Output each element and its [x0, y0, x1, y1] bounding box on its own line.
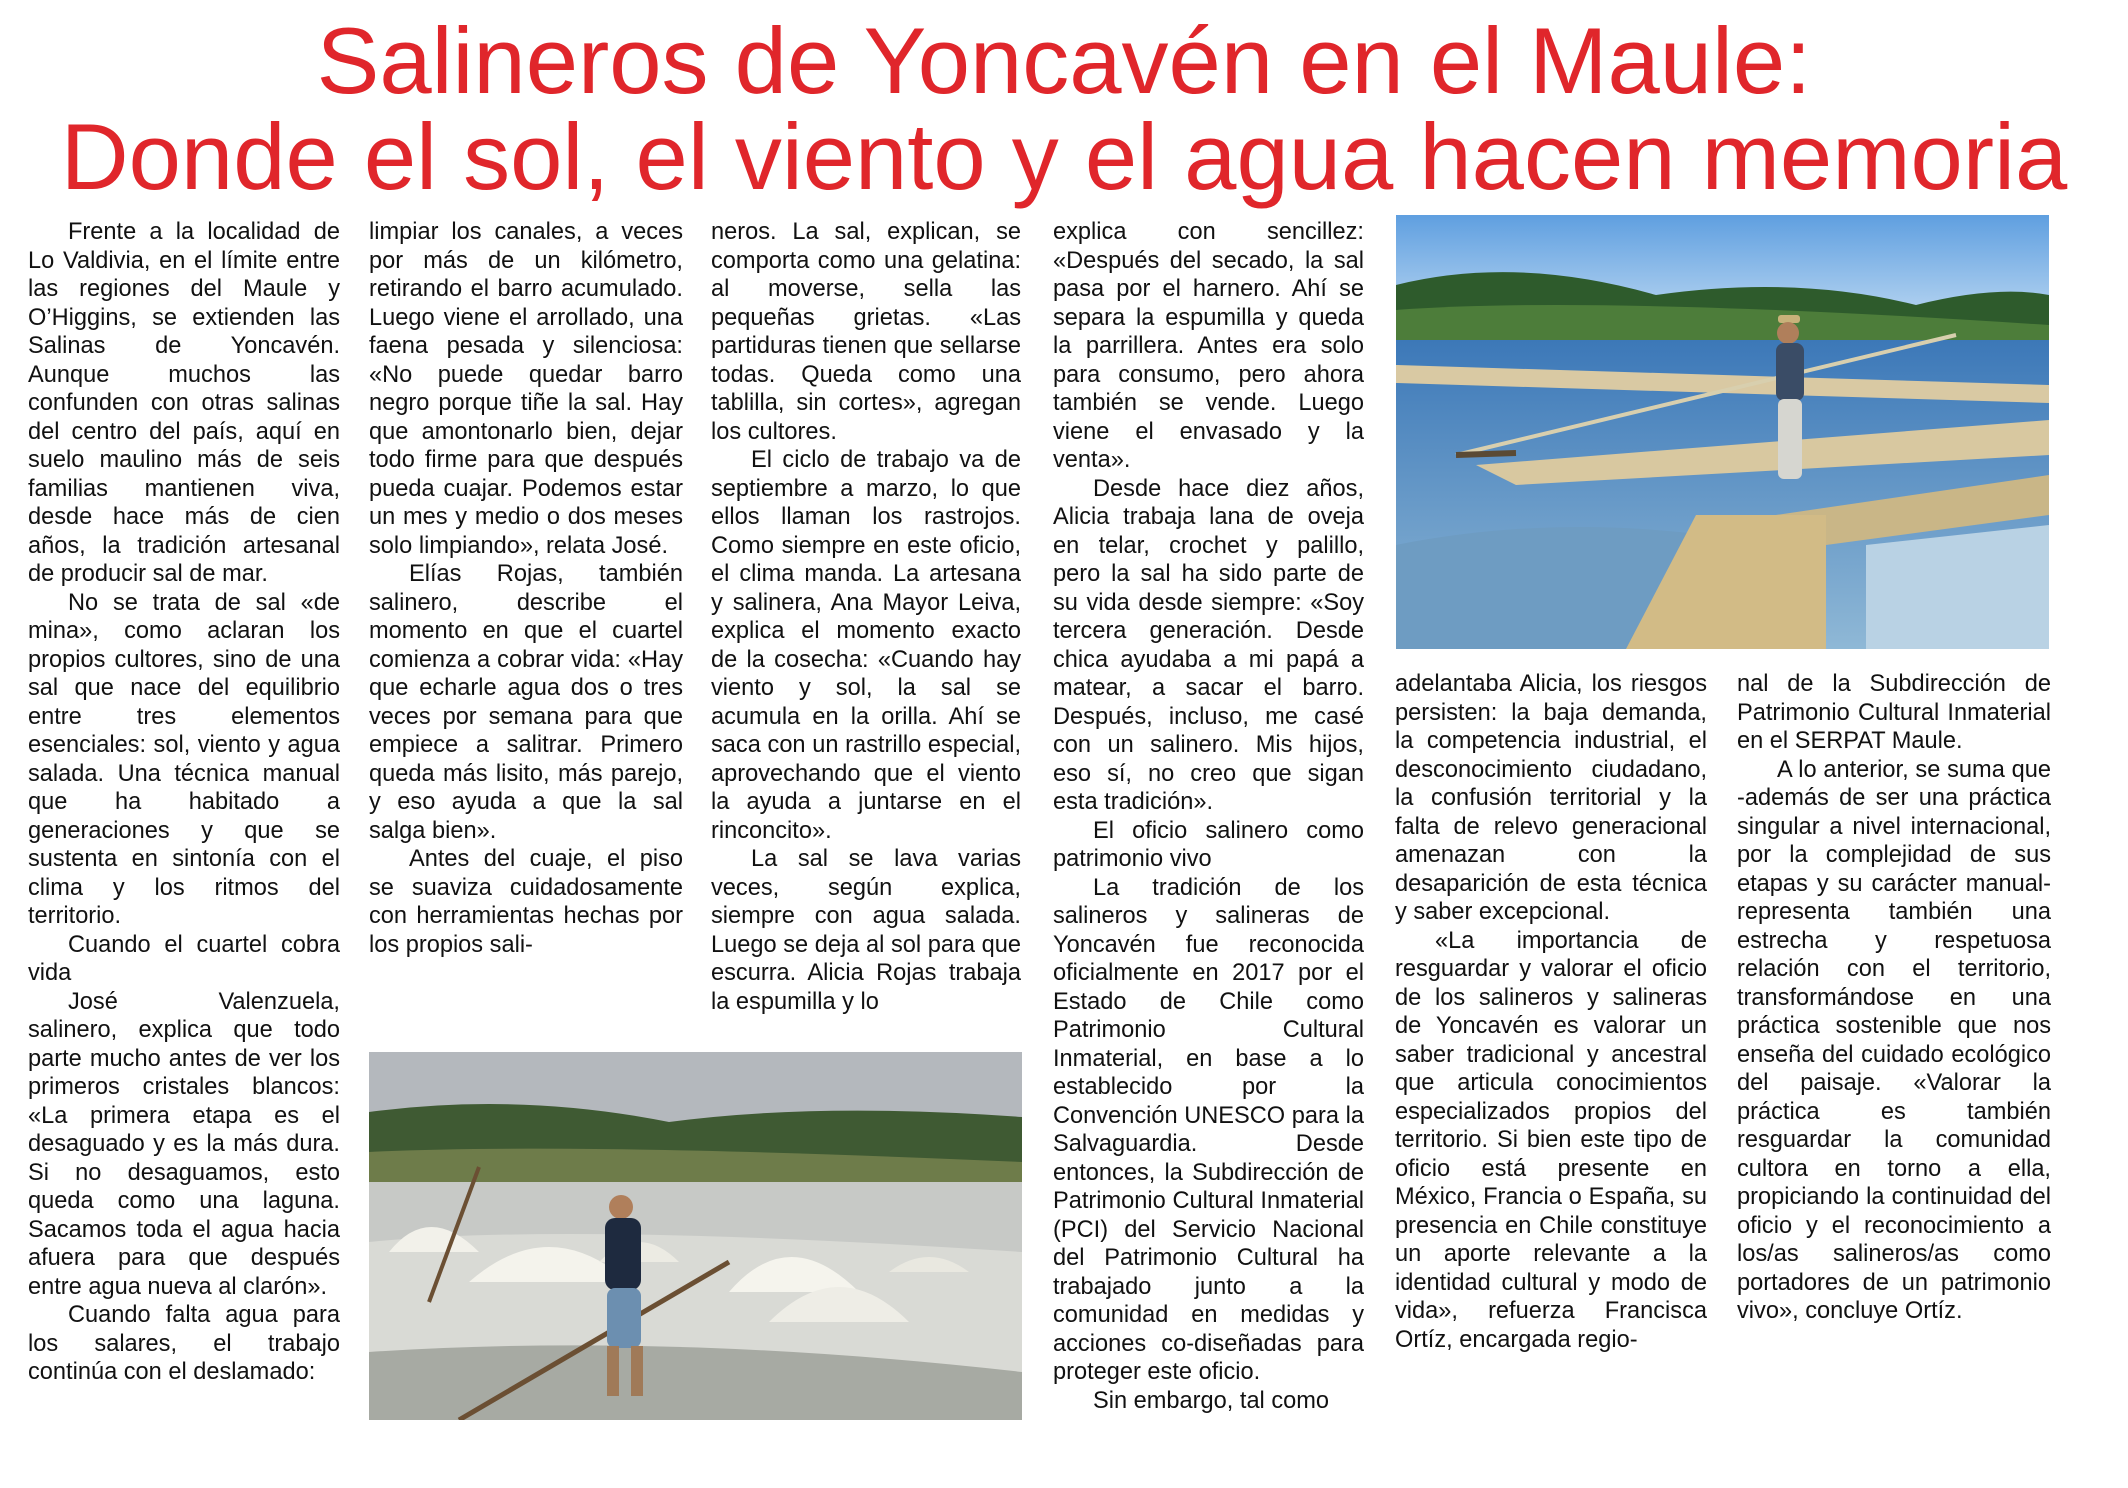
article-column-6: [1737, 670, 2051, 1326]
paragraph: Desde hace diez años, Alicia trabaja lana de oveja en telar, crochet y palillo, pero la sal ha sido parte de su vida desde siempre: «Soy tercera generación. Desde chica ayudaba a mi papá a matear, a sacar el barro. Después, incluso, me casé con un salinero. Mis hijos, eso sí, no creo que sigan esta tradición».: [1053, 475, 1364, 815]
paragraph: neros. La sal, explican, se comporta como una gelatina: al moverse, sella las pequeñas grietas. «Las partiduras tienen que sellarse todas. Queda como una tablilla, sin cortes», agregan los cultores.: [711, 219, 1021, 445]
paragraph: No se trata de sal «de mina», como aclaran los propios cultores, sino de una sal que nace del equilibrio entre tres elementos esenciales: sol, viento y agua salada. Una técnica manual que ha habitado a generaciones y que se sustenta en sintonía con el clima y los ritmos del territorio.: [28, 589, 340, 929]
paragraph: La tradición de los salineros y salineras de Yoncavén fue reconocida oficialmente en 2017 por el Estado de Chile como Patrimonio Cultural Inmaterial, en base a lo establecido por la Convención UNESCO para la Salvaguardia. Desde entonces, la Subdirección de Patrimonio Cultural Inmaterial (PCI) del Servicio Nacional del Patrimonio Cultural ha trabajado junto a la comunidad en medidas y acciones co-diseñadas para proteger este oficio.: [1053, 874, 1364, 1385]
paragraph: limpiar los canales, a veces por más de un kilómetro, retirando el barro acumulado. Luego viene el arrollado, una faena pesada y silenciosa: «No puede quedar barro negro porque tiñe la sal. Hay que amontonarlo bien, dejar todo firme para que después pueda cuajar. Podemos estar un mes y medio o dos meses solo limpiando», relata José.: [369, 219, 683, 559]
paragraph: Antes del cuaje, el piso se suaviza cuidadosamente con herramientas hechas por los propios sali-: [369, 846, 683, 958]
paragraph: A lo anterior, se suma que -además de ser una práctica singular a nivel internacional, por la complejidad de sus etapas y su carácter manual- representa también una estrecha y respetuosa relación con el territorio, transformándose en una práctica sostenible que nos enseña del cuidado ecológico del paisaje. «Valorar la práctica es también resguardar la comunidad cultora en torno a ella, propiciando la continuidad del oficio y el reconocimiento a los/as salineros/as como portadores de un patrimonio vivo», concluye Ortíz.: [1737, 756, 2051, 1324]
article-column-2: [369, 218, 683, 959]
paragraph: «La importancia de resguardar y valorar el oficio de los salineros y salineras de Yoncavén es valorar un saber tradicional y ancestral que articula conocimientos especializados propios del territorio. Si bien este tipo de oficio está presente en México, Francia o España, su presencia en Chile constituye un aporte relevante a la identidad cultural y modo de vida», refuerza Francisca Ortíz, encargada regio-: [1395, 927, 1707, 1353]
article-column-5: [1395, 670, 1707, 1354]
paragraph: Frente a la localidad de Lo Valdivia, en el límite entre las regiones del Maule y O’Higgins, se extienden las Salinas de Yoncavén. Aunque muchos las confunden con otras salinas del centro del país, aquí en suelo maulino más de seis familias mantienen viva, desde hace más de cien años, la tradición artesanal de producir sal de mar.: [28, 219, 340, 587]
article-column-1: [28, 218, 340, 1387]
article-column-3: [711, 218, 1021, 1016]
section-subheading: Cuando el cuartel cobra vida: [28, 931, 340, 986]
paragraph: La sal se lava varias veces, según explica, siempre con agua salada. Luego se deja al sol para que escurra. Alicia Rojas trabaja la espumilla y lo: [711, 846, 1021, 1015]
article-column-4: [1053, 218, 1364, 1415]
photo-salinero-raking-pools: [1396, 215, 2049, 649]
paragraph: adelantaba Alicia, los riesgos persisten: la baja demanda, la competencia industrial, el desconocimiento ciudadano, la confusión territorial y la falta de relevo generacional amenazan con la desaparición de esta técnica y saber excepcional.: [1395, 671, 1707, 925]
paragraph: Elías Rojas, también salinero, describe el momento en que el cuartel comienza a cobrar vida: «Hay que echarle agua dos o tres veces por semana para que empiece a salitrar. Primero queda más lisito, más parejo, y eso ayuda a que la sal salga bien».: [369, 561, 683, 844]
photo-salt-piles-worker: [369, 1052, 1022, 1420]
paragraph: José Valenzuela, salinero, explica que todo parte mucho antes de ver los primeros cristales blancos: «La primera etapa es el desaguado y es la más dura. Si no desaguamos, esto queda como una laguna. Sacamos toda el agua hacia afuera para que después entre agua nueva al clarón».: [28, 988, 340, 1300]
paragraph: Sin embargo, tal como: [1093, 1387, 1330, 1414]
paragraph: nal de la Subdirección de Patrimonio Cultural Inmaterial en el SERPAT Maule.: [1737, 671, 2051, 754]
paragraph: Cuando falta agua para los salares, el trabajo continúa con el deslamado:: [28, 1302, 340, 1385]
section-subheading: El oficio salinero como patrimonio vivo: [1053, 817, 1364, 872]
paragraph: El ciclo de trabajo va de septiembre a marzo, lo que ellos llaman los rastrojos. Como siempre en este oficio, el clima manda. La artesana y salinera, Ana Mayor Leiva, explica el momento exacto de la cosecha: «Cuando hay viento y sol, la sal se acumula en la orilla. Ahí se saca con un rastrillo especial, aprovechando que el viento la ayuda a juntarse en el rinconcito».: [711, 447, 1021, 844]
paragraph: explica con sencillez: «Después del secado, la sal pasa por el harnero. Ahí se separa la espumilla y queda la parrillera. Antes era solo para consumo, pero ahora también se vende. Luego viene el envasado y la venta».: [1053, 219, 1364, 473]
headline-line-1: Salineros de Yoncavén en el Maule:: [316, 8, 1812, 113]
headline-line-2: Donde el sol, el viento y el agua hacen memoria: [60, 104, 2068, 209]
